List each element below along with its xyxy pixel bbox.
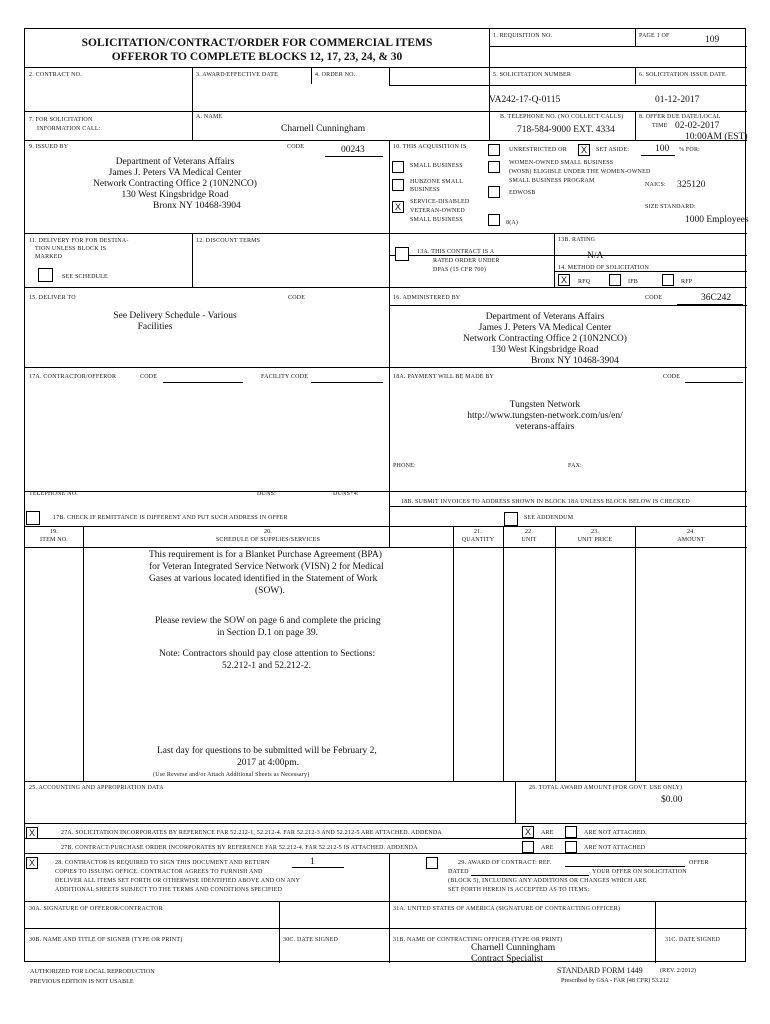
officer-name-label: 31B. NAME OF CONTRACTING OFFICER (TYPE OR PRINT) <box>393 937 563 943</box>
delivery-fob-label-line2: TION UNLESS BLOCK IS <box>35 246 107 252</box>
col19-header: ITEM NO. <box>40 537 68 543</box>
offeror-signature-label: 30A. SIGNATURE OF OFFEROR/CONTRACTOR <box>29 906 163 912</box>
solicitation-number-label: 5. SOLICITATION NUMBER <box>493 72 572 78</box>
method-label: 14. METHOD OF SOLICITATION <box>558 265 650 271</box>
administered-by-line: Bronx NY 10468-3904 <box>531 356 619 366</box>
payment-line: Tungsten Network <box>509 400 581 410</box>
rfq-checkbox[interactable]: X <box>558 274 570 286</box>
administered-by-line: Department of Veterans Affairs <box>485 312 605 322</box>
deliver-to-code-label: CODE <box>288 295 306 301</box>
discount-terms-label: 12. DISCOUNT TERMS <box>196 238 261 244</box>
administered-by-code[interactable]: 36C242 <box>701 293 732 303</box>
issue-date[interactable]: 01-12-2017 <box>655 95 700 105</box>
schedule-text-line: (SOW). <box>255 586 285 596</box>
eight-a-checkbox[interactable] <box>488 214 500 226</box>
rated-order-label-line2: RATED ORDER UNDER <box>433 258 500 264</box>
requisition-label: 1. REQUISITION NO. <box>493 33 553 39</box>
page-label: PAGE 1 OF <box>639 33 670 39</box>
officer-date-label: 31C. DATE SIGNED <box>665 937 721 943</box>
total-award-label: 26. TOTAL AWARD AMOUNT (FOR GOVT. USE ONLY) <box>529 785 683 791</box>
award-date-label: 3. AWARD/EFFECTIVE DATE <box>196 72 278 78</box>
award-offer-label: OFFER <box>689 860 709 866</box>
addenda-b-are-label: ARE <box>541 845 554 851</box>
block28-line4: ADDITIONAL SHEETS SUBJECT TO THE TERMS AND CONDITIONS SPECIFIED <box>55 887 283 893</box>
col22-number: 22. <box>524 529 534 535</box>
contact-name[interactable]: Charnell Cunningham <box>281 124 366 134</box>
issued-by-line: Network Contracting Office 2 (10N2NCO) <box>93 179 257 189</box>
form-revision: (REV. 2/2012) <box>660 967 696 974</box>
payment-line: http://www.tungsten-network.com/us/en/ <box>467 411 623 421</box>
prescribed-by: Prescribed by GSA - FAR (48 CFR) 53.212 <box>561 977 669 984</box>
addenda-a-are-checkbox[interactable]: X <box>522 826 534 838</box>
reproduction-note: AUTHORIZED FOR LOCAL REPRODUCTION <box>30 968 155 975</box>
delivery-fob-label-line3: MARKED <box>35 254 63 260</box>
wosb-label-line2: (WOSB) ELIGIBLE UNDER THE WOMEN-OWNED <box>509 169 651 175</box>
wosb-checkbox[interactable] <box>488 161 500 173</box>
payment-line: veterans-affairs <box>515 422 575 432</box>
contract-no-label: 2. CONTRACT NO. <box>29 72 82 78</box>
duns4-label: DUNS+4: <box>333 491 359 497</box>
administered-by-label: 16. ADMINISTERED BY <box>393 295 461 301</box>
submit-invoices-label: 18B. SUBMIT INVOICES TO ADDRESS SHOWN IN BLOCK 18A UNLESS BLOCK BELOW IS CHECKED <box>401 499 690 505</box>
administered-by-line: 130 West Kingsbridge Road <box>491 345 599 355</box>
page-total: 109 <box>705 35 720 45</box>
wosb-label-line3: SMALL BUSINESS PROGRAM <box>509 178 595 184</box>
offeror-date-label: 30C. DATE SIGNED <box>283 937 339 943</box>
acquisition-label: 10. THIS ACQUISITION IS <box>393 144 467 150</box>
col21-header: QUANTITY <box>461 537 495 543</box>
officer-name[interactable]: Charnell Cunningham <box>471 943 556 953</box>
schedule-text-line: in Section D.1 on page 39. <box>217 628 319 638</box>
issued-by-label: 9. ISSUED BY <box>29 144 69 150</box>
schedule-text-line: Note: Contractors should pay close attention to Sections: <box>159 649 376 659</box>
small-business-label: SMALL BUSINESS <box>410 163 463 169</box>
sf1449-form <box>24 28 749 964</box>
col20-number: 20. <box>263 529 273 535</box>
time-label: TIME <box>652 123 668 129</box>
delivery-fob-label: 11. DELIVERY FOR FOB DESTINA- <box>29 238 129 244</box>
signer-name-label: 30B. NAME AND TITLE OF SIGNER (TYPE OR PRINT) <box>29 937 183 943</box>
copies-count[interactable]: 1 <box>310 857 315 867</box>
col21-number: 21. <box>473 529 483 535</box>
remittance-label: 17B. CHECK IF REMITTANCE IS DIFFERENT AND PUT SUCH ADDRESS IN OFFER <box>53 515 288 521</box>
addenda-a-not-label: ARE NOT ATTACHED. <box>584 830 647 836</box>
sdvosb-label: SERVICE-DISABLED <box>410 199 470 205</box>
hubzone-checkbox[interactable] <box>392 179 404 191</box>
col23-header: UNIT PRICE <box>577 537 613 543</box>
total-award-amount[interactable]: $0.00 <box>661 795 683 805</box>
addenda-b-not-checkbox[interactable] <box>565 841 577 853</box>
set-aside-checkbox[interactable]: X <box>578 144 590 156</box>
offer-due-date[interactable]: 02-02-2017 <box>675 121 720 131</box>
officer-title[interactable]: Contract Specialist <box>471 954 544 964</box>
hubzone-label: HUBZONE SMALL <box>410 179 464 185</box>
block28-line3: DELIVER ALL ITEMS SET FORTH OR OTHERWISE IDENTIFIED ABOVE AND ON ANY <box>55 878 301 884</box>
solicitation-number[interactable]: VA242-17-Q-0115 <box>489 95 561 105</box>
rated-order-label-line3: DPAS (15 CFR 700) <box>433 267 487 273</box>
see-schedule-checkbox[interactable] <box>38 268 53 282</box>
see-schedule-label: SEE SCHEDULE <box>62 274 108 280</box>
percent-for-label: % FOR: <box>679 147 701 153</box>
block28-checkbox[interactable]: X <box>26 857 38 869</box>
officer-signature-label: 31A. UNITED STATES OF AMERICA (SIGNATURE OF CONTRACTING OFFICER) <box>393 906 621 912</box>
eight-a-label: 8(A) <box>506 220 519 226</box>
contractor-label: 17A. CONTRACTOR/OFFEROR <box>29 374 117 380</box>
issue-date-label: 6. SOLICITATION ISSUE DATE <box>639 72 726 78</box>
deliver-to-line: See Delivery Schedule - Various <box>113 311 237 321</box>
edwosb-label: EDWOSB <box>509 190 536 196</box>
deliver-to-label: 15. DELIVER TO <box>29 295 76 301</box>
ifb-checkbox[interactable] <box>609 274 621 286</box>
schedule-text-line: Please review the SOW on page 6 and complete the pricing <box>155 616 381 626</box>
addenda-b-are-checkbox[interactable] <box>522 841 534 853</box>
payment-code-label: CODE <box>663 374 681 380</box>
sdvosb-label-line3: SMALL BUSINESS <box>410 217 463 223</box>
award-dated-label: DATED <box>448 869 469 875</box>
small-business-checkbox[interactable] <box>392 161 404 173</box>
rating-label: 13B. RATING <box>558 237 596 243</box>
administered-by-line: James J. Peters VA Medical Center <box>478 323 612 333</box>
issued-by-line: Department of Veterans Affairs <box>115 157 235 167</box>
block7-label-line2: INFORMATION CALL: <box>37 126 101 132</box>
sdvosb-label-line2: VETERAN-OWNED <box>410 208 465 214</box>
contractor-code-label: CODE <box>140 374 158 380</box>
col22-header: UNIT <box>521 537 537 543</box>
schedule-text-line: This requirement is for a Blanket Purchase Agreement (BPA) <box>149 550 382 560</box>
clause-27b-text: 27B. CONTRACT/PURCHASE ORDER INCORPORATES BY REFERENCE FAR 52.212-4. FAR 52.212-5 IS ATTACHED. ADDENDA <box>61 845 418 851</box>
rfp-checkbox[interactable] <box>662 274 674 286</box>
phone-label: PHONE: <box>393 463 416 469</box>
form-title-line1: SOLICITATION/CONTRACT/ORDER FOR COMMERCIAL ITEMS <box>81 37 433 49</box>
issued-by-code-label: CODE <box>287 144 305 150</box>
rfp-label: RFP <box>681 279 693 285</box>
issued-by-line: 130 West Kingsbridge Road <box>121 190 229 200</box>
schedule-text-line: Last day for questions to be submitted will be February 2, <box>157 746 377 756</box>
ifb-label: IFB <box>628 279 638 285</box>
col23-number: 23. <box>590 529 600 535</box>
issued-by-line: James J. Peters VA Medical Center <box>108 168 242 178</box>
addenda-b-not-label: ARE NOT ATTACHED <box>584 845 646 851</box>
naics-code[interactable]: 325120 <box>677 180 706 190</box>
size-standard[interactable]: 1000 Employees <box>685 215 749 225</box>
payment-label: 18A. PAYMENT WILL BE MADE BY <box>393 374 495 380</box>
block29-checkbox[interactable] <box>426 857 438 869</box>
col24-number: 24. <box>686 529 696 535</box>
remittance-checkbox[interactable] <box>26 511 40 525</box>
set-aside-label: SET ASIDE: <box>596 147 630 153</box>
hubzone-label-line2: BUSINESS <box>410 187 440 193</box>
schedule-text-line: 2017 at 4:00pm. <box>237 758 300 768</box>
rated-order-checkbox[interactable] <box>395 247 409 261</box>
size-standard-label: SIZE STANDARD: <box>645 204 696 210</box>
administered-by-line: Network Contracting Office 2 (10N2NCO) <box>463 334 627 344</box>
addenda-a-are-label: ARE <box>541 830 554 836</box>
sdvosb-checkbox[interactable]: X <box>392 201 404 213</box>
schedule-text-line: for Veteran Integrated Service Network (VISN) 2 for Medical <box>149 562 384 572</box>
block28-line1: 28. CONTRACTOR IS REQUIRED TO SIGN THIS DOCUMENT AND RETURN <box>55 860 270 866</box>
award-line3: (BLOCK 5), INCLUDING ANY ADDITIONS OR CHANGES WHICH ARE <box>448 878 647 884</box>
rated-order-label: 13A. THIS CONTRACT IS A <box>417 249 495 255</box>
unrestricted-checkbox[interactable] <box>488 144 500 156</box>
telephone-no-label: TELEPHONE NO. <box>29 491 78 497</box>
reverse-note: (Use Reverse and/or Attach Additional Sheets as Necessary) <box>153 772 310 778</box>
issued-by-code[interactable]: 00243 <box>341 145 365 155</box>
rating-value[interactable]: N/A <box>587 251 604 261</box>
offer-due-label: 8. OFFER DUE DATE/LOCAL <box>639 114 721 120</box>
edwosb-checkbox[interactable] <box>488 186 500 198</box>
see-addendum-label: SEE ADDENDUM <box>524 515 574 521</box>
award-line1: 29. AWARD OF CONTRACT: REF. <box>458 860 552 866</box>
telephone-label: B. TELEPHONE NO. (NO COLLECT CALLS) <box>500 114 624 120</box>
facility-code-label: FACILITY CODE <box>261 374 309 380</box>
naics-label: NAICS: <box>645 182 666 188</box>
award-line2: . YOUR OFFER ON SOLICITATION <box>589 869 687 875</box>
name-label: A. NAME <box>196 114 223 120</box>
previous-edition-note: PREVIOUS EDITION IS NOT USABLE <box>30 978 134 985</box>
award-line4: SET FORTH HEREIN IS ACCEPTED AS TO ITEMS: <box>448 887 590 893</box>
clause-27a-text: 27A. SOLICITATION INCORPORATES BY REFERENCE FAR 52.212-1, 52.212-4. FAR 52.212-3 AND 52.212-5 ARE ATTACHED. ADDENDA <box>61 830 442 836</box>
form-name: STANDARD FORM 1449 <box>557 966 643 975</box>
accounting-label: 25. ACCOUNTING AND APPROPRIATION DATA <box>29 785 164 791</box>
duns-label: DUNS: <box>257 491 277 497</box>
set-aside-percent[interactable]: 100 <box>655 144 670 154</box>
fax-label: FAX: <box>568 463 583 469</box>
addenda-a-not-checkbox[interactable] <box>565 826 577 838</box>
deliver-to-line: Facilities <box>137 322 173 332</box>
clause-27a-checkbox[interactable]: X <box>26 827 38 839</box>
rfq-label: RFQ <box>578 279 591 285</box>
order-no-label: 4. ORDER NO. <box>315 72 356 78</box>
col24-header: AMOUNT <box>677 537 705 543</box>
schedule-text-line: 52.212-1 and 52.212-2. <box>222 661 311 671</box>
administered-by-code-label: CODE <box>645 295 663 301</box>
col20-header: SCHEDULE OF SUPPLIES/SERVICES <box>215 537 321 543</box>
unrestricted-label: UNRESTRICTED OR <box>509 147 567 153</box>
form-title-line2: OFFEROR TO COMPLETE BLOCKS 12, 17, 23, 24, & 30 <box>111 51 403 63</box>
wosb-label: WOMEN-OWNED SMALL BUSINESS <box>509 160 614 166</box>
see-addendum-checkbox[interactable] <box>504 512 518 526</box>
schedule-text-line: Gases at various located identified in the Statement of Work <box>149 574 378 584</box>
issued-by-line: Bronx NY 10468-3904 <box>153 201 241 211</box>
offer-due-time[interactable]: 10:00AM (EST) <box>685 132 748 142</box>
contact-phone[interactable]: 718-584-9000 EXT. 4334 <box>517 125 615 135</box>
col19-number: 19. <box>49 529 59 535</box>
block28-line2: COPIES TO ISSUING OFFICE. CONTRACTOR AGREES TO FURNISH AND <box>55 869 263 875</box>
block7-label: 7. FOR SOLICITATION <box>29 117 93 123</box>
